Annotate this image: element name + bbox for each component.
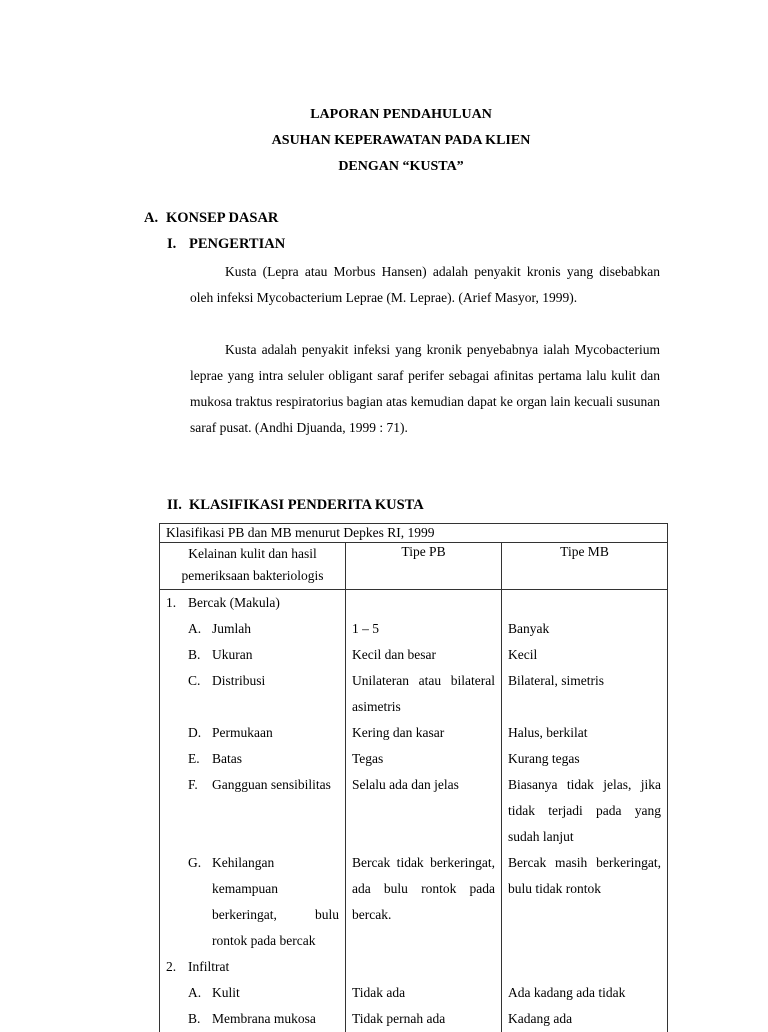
group-number: 2. (166, 954, 188, 980)
table-header-mb: Tipe MB (502, 543, 668, 590)
group-number: 1. (166, 590, 188, 616)
section-1-heading (167, 236, 285, 253)
row-kelainan: Membrana mukosa (212, 1006, 339, 1032)
cell-pb: Selalu ada dan jelas (352, 772, 495, 850)
cell-mb: Bilateral, simetris (508, 668, 661, 720)
row-letter: B. (166, 642, 212, 668)
cell-mb: Kadang ada (508, 1006, 661, 1032)
row-letter: D. (166, 720, 212, 746)
doc-title-line2: ASUHAN KEPERAWATAN PADA KLIEN (0, 133, 768, 149)
cell-mb: Kurang tegas (508, 746, 661, 772)
cell-mb: Biasanya tidak jelas, jika tidak terjadi pada yang sudah lanjut (508, 772, 661, 850)
cell-pb: Tegas (352, 746, 495, 772)
cell-pb: Kering dan kasar (352, 720, 495, 746)
group-label: Infiltrat (188, 954, 229, 980)
section-1-label: PENGERTIAN (189, 236, 285, 252)
cell-pb: 1 – 5 (352, 616, 495, 642)
row-letter: A. (166, 980, 212, 1006)
table-header-kelainan: Kelainan kulit dan hasil pemeriksaan bakteriologis (160, 543, 346, 590)
row-kelainan: Gangguan sensibilitas (212, 772, 339, 850)
row-kelainan: Permukaan (212, 720, 339, 746)
section-a-marker: A. (144, 210, 166, 227)
table-row (160, 590, 668, 1032)
classification-table (159, 523, 668, 1032)
row-kelainan: Ukuran (212, 642, 339, 668)
row-kelainan: Jumlah (212, 616, 339, 642)
paragraph-2 (190, 337, 660, 441)
cell-pb: Unilateran atau bilateral asimetris (352, 668, 495, 720)
paragraph-1-text: Kusta (Lepra atau Morbus Hansen) adalah penyakit kronis yang disebabkan oleh infeksi Mycobacterium Leprae (M. Leprae). (Arief Masyor, 1999). (190, 264, 660, 305)
cell-mb: Ada kadang ada tidak (508, 980, 661, 1006)
table-header-pb: Tipe PB (346, 543, 502, 590)
doc-title-line1: LAPORAN PENDAHULUAN (0, 107, 768, 123)
cell-pb: Bercak tidak berkeringat, ada bulu rontok pada bercak. (352, 850, 495, 954)
table-caption: Klasifikasi PB dan MB menurut Depkes RI, 1999 (160, 524, 668, 543)
paragraph-2-text: Kusta adalah penyakit infeksi yang kronik penyebabnya ialah Mycobacterium leprae yang intra seluler obligant saraf perifer sebagai afinitas pertama lalu kulit dan mukosa traktus respiratorius bagian atas kemudian dapat ke organ lain kecuali susunan saraf pusat. (Andhi Djuanda, 1999 : 71). (190, 342, 660, 435)
cell-mb: Halus, berkilat (508, 720, 661, 746)
cell-pb: Kecil dan besar (352, 642, 495, 668)
row-letter: B. (166, 1006, 212, 1032)
group-label: Bercak (Makula) (188, 590, 280, 616)
section-a-heading (144, 210, 278, 227)
row-letter: E. (166, 746, 212, 772)
section-2-heading (167, 497, 424, 514)
row-kelainan: Batas (212, 746, 339, 772)
paragraph-1 (190, 259, 660, 311)
doc-title-line3: DENGAN “KUSTA” (0, 159, 768, 175)
row-kelainan: Kehilangan kemampuan berkeringat, bulu rontok pada bercak (212, 850, 339, 954)
cell-mb: Bercak masih berkeringat, bulu tidak rontok (508, 850, 661, 954)
row-letter: G. (166, 850, 212, 954)
row-letter: A. (166, 616, 212, 642)
cell-mb: Banyak (508, 616, 661, 642)
cell-pb: Tidak ada (352, 980, 495, 1006)
section-a-label: KONSEP DASAR (166, 210, 278, 226)
cell-pb: Tidak pernah ada (352, 1006, 495, 1032)
row-letter: C. (166, 668, 212, 720)
cell-mb: Kecil (508, 642, 661, 668)
section-2-label: KLASIFIKASI PENDERITA KUSTA (189, 497, 424, 513)
row-kelainan: Kulit (212, 980, 339, 1006)
section-2-marker: II. (167, 497, 189, 514)
row-letter: F. (166, 772, 212, 850)
section-1-marker: I. (167, 236, 189, 253)
row-kelainan: Distribusi (212, 668, 339, 720)
